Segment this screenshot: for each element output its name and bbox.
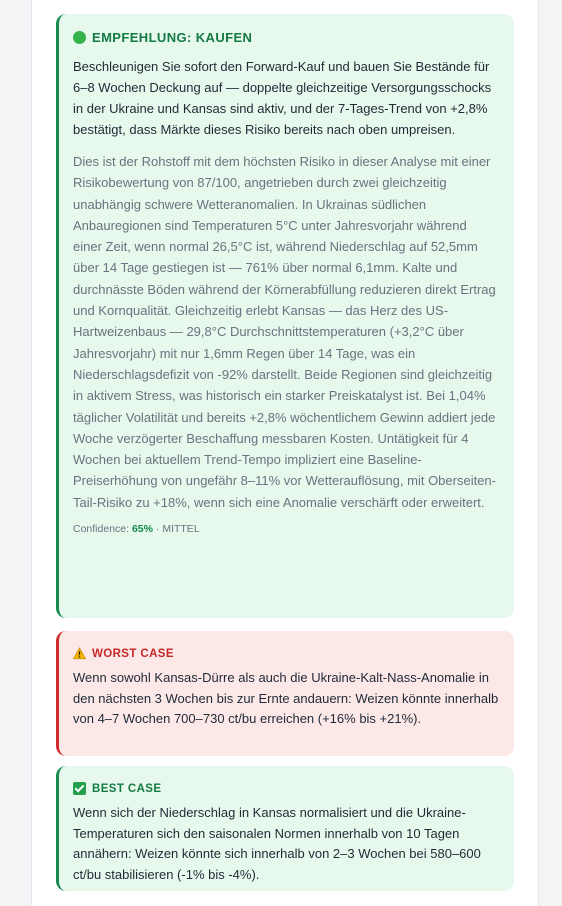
recommendation-card [56, 14, 514, 618]
recommendation-summary: Beschleunigen Sie sofort den Forward-Kauf und bauen Sie Bestände für 6–8 Wochen Deckung auf — doppelte gleichzeitige Versorgungsschocks in der Ukraine und Kansas sind aktiv, und der 7-Tages-Trend von +2,8% bestätigt, dass Märkte dieses Risiko bereits nach oben umpreisen. [73, 59, 492, 137]
confidence-line [73, 523, 499, 535]
confidence-level: · MITTEL [155, 523, 200, 536]
best-case-title: BEST CASE [92, 782, 162, 795]
check-icon [73, 782, 86, 795]
recommendation-analysis: Dies ist der Rohstoff mit dem höchsten Risiko in dieser Analyse mit einer Risikobewertung von 87/100, angetrieben durch zwei gleichzeitig unabhängig schwere Wetteranomalien. In Ukrainas südlichen Anbauregionen sind Temperaturen 5°C unter Jahresvorjahr während einer Zeit, wenn normal 26,5°C ist, während Niederschlag auf 52,5mm über 14 Tage gestiegen ist — 761% über normal 6,1mm. Kalte und durchnässte Böden während der Körnerabfüllung reduzieren direkt Ertrag und Kornqualität. Gleichzeitig erlebt Kansas — das Herz des US-Hartweizenbaus — 29,8°C Durchschnittstemperaturen (+3,2°C über Jahresvorjahr) mit nur 1,6mm Regen über 14 Tage, was ein Niederschlagsdefizit von -92% darstellt. Beide Regionen sind gleichzeitig in aktivem Stress, was historisch ein starker Preiskatalyst ist. Bei 1,04% täglicher Volatilität und bereits +2,8% wöchentlichem Gewinn addiert jede Woche verzögerter Beschaffung messbaren Kosten. Untätigkeit für 4 Wochen bei aktuellem Trend-Tempo impliziert eine Baseline-Preiserhöhung von ungefähr 8–11% vor Wetterauflösung, mit Oberseiten-Tail-Risiko zu +18%, wenn sich eine Anomalie verschärft oder erweitert. [73, 154, 496, 510]
best-case-text: Wenn sich der Niederschlag in Kansas normalisiert und die Ukraine-Temperaturen sich den saisonalen Normen innerhalb von 10 Tagen annähern: Weizen könnte sich innerhalb von 2–3 Wochen bei 580–600 ct/bu stabilisieren (-1% bis -4%). [73, 805, 481, 882]
recommendation-title: EMPFEHLUNG: KAUFEN [92, 30, 253, 45]
worst-case-card [56, 631, 514, 756]
worst-case-title: WORST CASE [92, 647, 174, 660]
report-panel [31, 0, 539, 906]
best-case-header [73, 782, 499, 795]
worst-case-text: Wenn sowohl Kansas-Dürre als auch die Ukraine-Kalt-Nass-Anomalie in den nächsten 3 Wochen bis zur Ernte andauern: Weizen könnte innerhalb von 4–7 Wochen 700–730 ct/bu erreichen (+16% bis +21%). [73, 670, 499, 726]
best-case-card [56, 766, 514, 891]
confidence-value: 65% [131, 523, 153, 536]
worst-case-header [73, 647, 499, 660]
confidence-label: Confidence: [73, 523, 130, 536]
green-circle-icon [73, 31, 86, 44]
warning-icon [73, 647, 86, 660]
recommendation-header [73, 30, 499, 45]
